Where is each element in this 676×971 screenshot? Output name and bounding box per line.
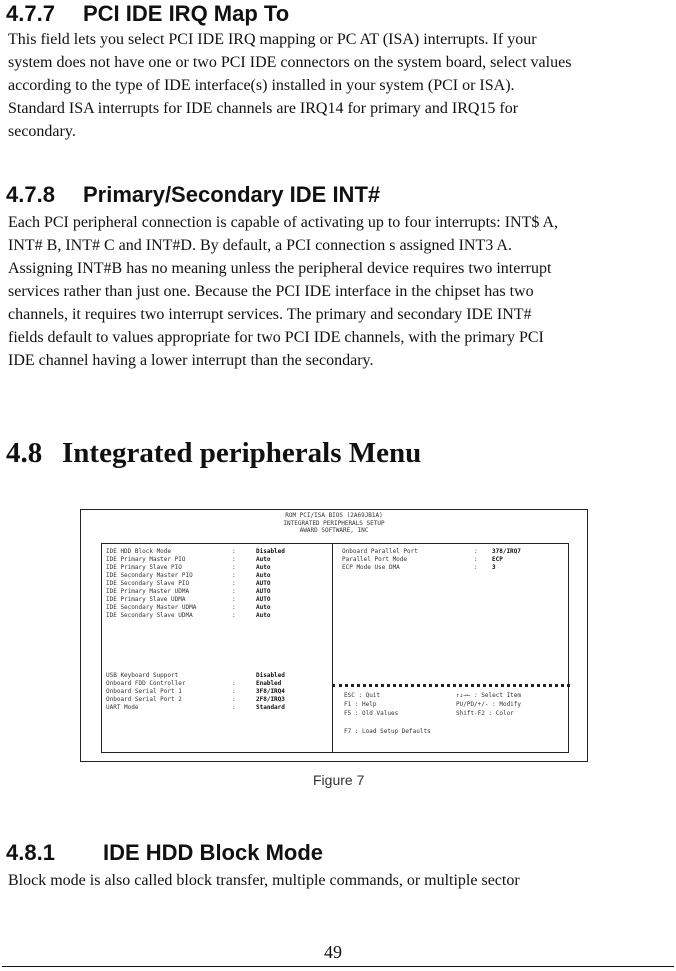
section-number: 4.8.1	[6, 840, 55, 865]
text-line: system does not have one or two PCI IDE connectors on the system board, select values	[8, 54, 572, 71]
option-value: 378/IRQ7	[492, 548, 521, 555]
option-label: USB Keyboard Support	[106, 672, 179, 679]
key-arrows: ↑↓→← : Select Item	[456, 692, 522, 699]
option-value: Auto	[256, 556, 271, 563]
option-label: Parallel Port Mode	[342, 556, 408, 563]
heading-4-8	[6, 437, 421, 469]
bios-header	[81, 512, 587, 535]
option-value: AUTO	[256, 580, 271, 587]
text-line: channels, it requires two interrupt services. The primary and secondary IDE INT#	[8, 306, 532, 323]
text-line: This field lets you select PCI IDE IRQ mapping or PC AT (ISA) interrupts. If your	[8, 31, 537, 48]
section-number: 4.7.8	[6, 182, 55, 207]
bios-setup-screen	[80, 509, 588, 762]
footer-rule	[2, 966, 674, 967]
option-label: Onboard FDD Controller	[106, 680, 186, 687]
option-value: Disabled	[256, 548, 285, 555]
option-label: IDE HDD Block Mode	[106, 548, 172, 555]
key-f7: F7 : Load Setup Defaults	[344, 728, 431, 735]
text-line: IDE channel having a lower interrupt than the secondary.	[8, 352, 374, 369]
option-label: IDE Primary Slave PIO	[106, 564, 182, 571]
key-f1: F1 : Help	[344, 701, 377, 708]
paragraph-irq-map	[8, 28, 672, 143]
option-label: Onboard Serial Port 1	[106, 688, 182, 695]
option-label: IDE Secondary Slave PIO	[106, 580, 190, 587]
section-number: 4.8	[6, 437, 43, 469]
bios-header-line: ROM PCI/ISA BIOS (2A69JB1A)	[285, 512, 383, 519]
section-title: Integrated peripherals Menu	[62, 437, 422, 469]
bios-key-divider	[332, 684, 570, 687]
option-label: IDE Secondary Master PIO	[106, 572, 193, 579]
option-value: Auto	[256, 612, 271, 619]
figure-caption: Figure 7	[313, 772, 365, 788]
option-value: Auto	[256, 564, 271, 571]
option-label: IDE Primary Master PIO	[106, 556, 186, 563]
option-label: Onboard Parallel Port	[342, 548, 418, 555]
option-value: AUTO	[256, 596, 271, 603]
text-line: Block mode is also called block transfer, multiple commands, or multiple sector	[8, 872, 520, 889]
text-line: INT# B, INT# C and INT#D. By default, a PCI connection s assigned INT3 A.	[8, 237, 512, 254]
option-label: IDE Secondary Master UDMA	[106, 604, 197, 611]
option-value: Standard	[256, 704, 285, 711]
text-line: fields default to values appropriate for two PCI IDE channels, with the primary PCI	[8, 329, 544, 346]
key-f5: F5 : Old Values	[344, 710, 399, 717]
page-number: 49	[324, 942, 342, 962]
option-value: AUTO	[256, 588, 271, 595]
text-line: Each PCI peripheral connection is capable of activating up to four interrupts: INT$ A,	[8, 214, 559, 231]
section-number: 4.7.7	[6, 1, 55, 26]
option-value: 2F8/IRQ3	[256, 696, 285, 703]
option-value: Auto	[256, 572, 271, 579]
text-line: services rather than just one. Because the PCI IDE interface in the chipset has two	[8, 283, 534, 300]
bios-key-legend	[344, 692, 568, 752]
option-label: IDE Secondary Slave UDMA	[106, 612, 193, 619]
paragraph-block-mode	[8, 869, 672, 892]
option-value: 3F8/IRQ4	[256, 688, 285, 695]
option-label: Onboard Serial Port 2	[106, 696, 182, 703]
bios-header-line: AWARD SOFTWARE, INC	[299, 527, 369, 534]
section-title: IDE HDD Block Mode	[103, 840, 324, 865]
section-title: PCI IDE IRQ Map To	[83, 1, 290, 26]
paragraph-ide-int	[8, 211, 672, 372]
text-line: Assigning INT#B has no meaning unless the peripheral device requires two interrupt	[8, 260, 552, 277]
heading-4-7-7	[6, 2, 289, 26]
option-label: IDE Primary Master UDMA	[106, 588, 190, 595]
section-title: Primary/Secondary IDE INT#	[83, 182, 381, 207]
option-label: UART Mode	[106, 704, 139, 711]
bios-settings-panel: IDE HDD Block Mode : Disabled IDE Primary Master PIO : Auto IDE Primary Slave PIO : Auto IDE Secondary Master PIO : Auto IDE Secondary Slave PIO : AUTO IDE Primary Master UDMA : AUTO IDE Primary Slave UDMA : AUTO IDE Secondary Master UDMA : Auto IDE Secondary Slave UDMA : Auto USB Keyboard Support Disabled Onboard FDD Controller : Enabled Onboard Serial Port 1 : 3F8/IRQ4 Onboard Serial Port 2 : 2F8/IRQ3 UART Mode : Standard Onboard Parallel Port : 378/IRQ7 Parallel Port Mode : ECP ECP Mode Use DMA : 3 ESC : Quit ↑↓→← : Select Item F1 : Help PU/PD/+/- : Modify F5 : Old Values Shift-F2 : Color F7 : Load Setup Defaults	[101, 543, 569, 753]
key-shift-f2: Shift-F2 : Color	[456, 710, 514, 717]
heading-4-7-8	[6, 183, 380, 207]
text-line: according to the type of IDE interface(s) installed in your system (PCI or ISA).	[8, 77, 515, 94]
option-value: Enabled	[256, 680, 282, 687]
option-value: Auto	[256, 604, 271, 611]
text-line: secondary.	[8, 123, 76, 140]
key-pu-pd: PU/PD/+/- : Modify	[456, 701, 522, 708]
option-value: Disabled	[256, 672, 285, 679]
heading-4-8-1	[6, 841, 323, 865]
text-line: Standard ISA interrupts for IDE channels are IRQ14 for primary and IRQ15 for	[8, 100, 519, 117]
key-esc: ESC : Quit	[344, 692, 381, 699]
option-label: IDE Primary Slave UDMA	[106, 596, 186, 603]
option-value: 3	[492, 564, 496, 571]
option-label: ECP Mode Use DMA	[342, 564, 400, 571]
option-value: ECP	[492, 556, 503, 563]
bios-column-divider	[332, 544, 333, 752]
bios-header-line: INTEGRATED PERIPHERALS SETUP	[283, 519, 385, 527]
